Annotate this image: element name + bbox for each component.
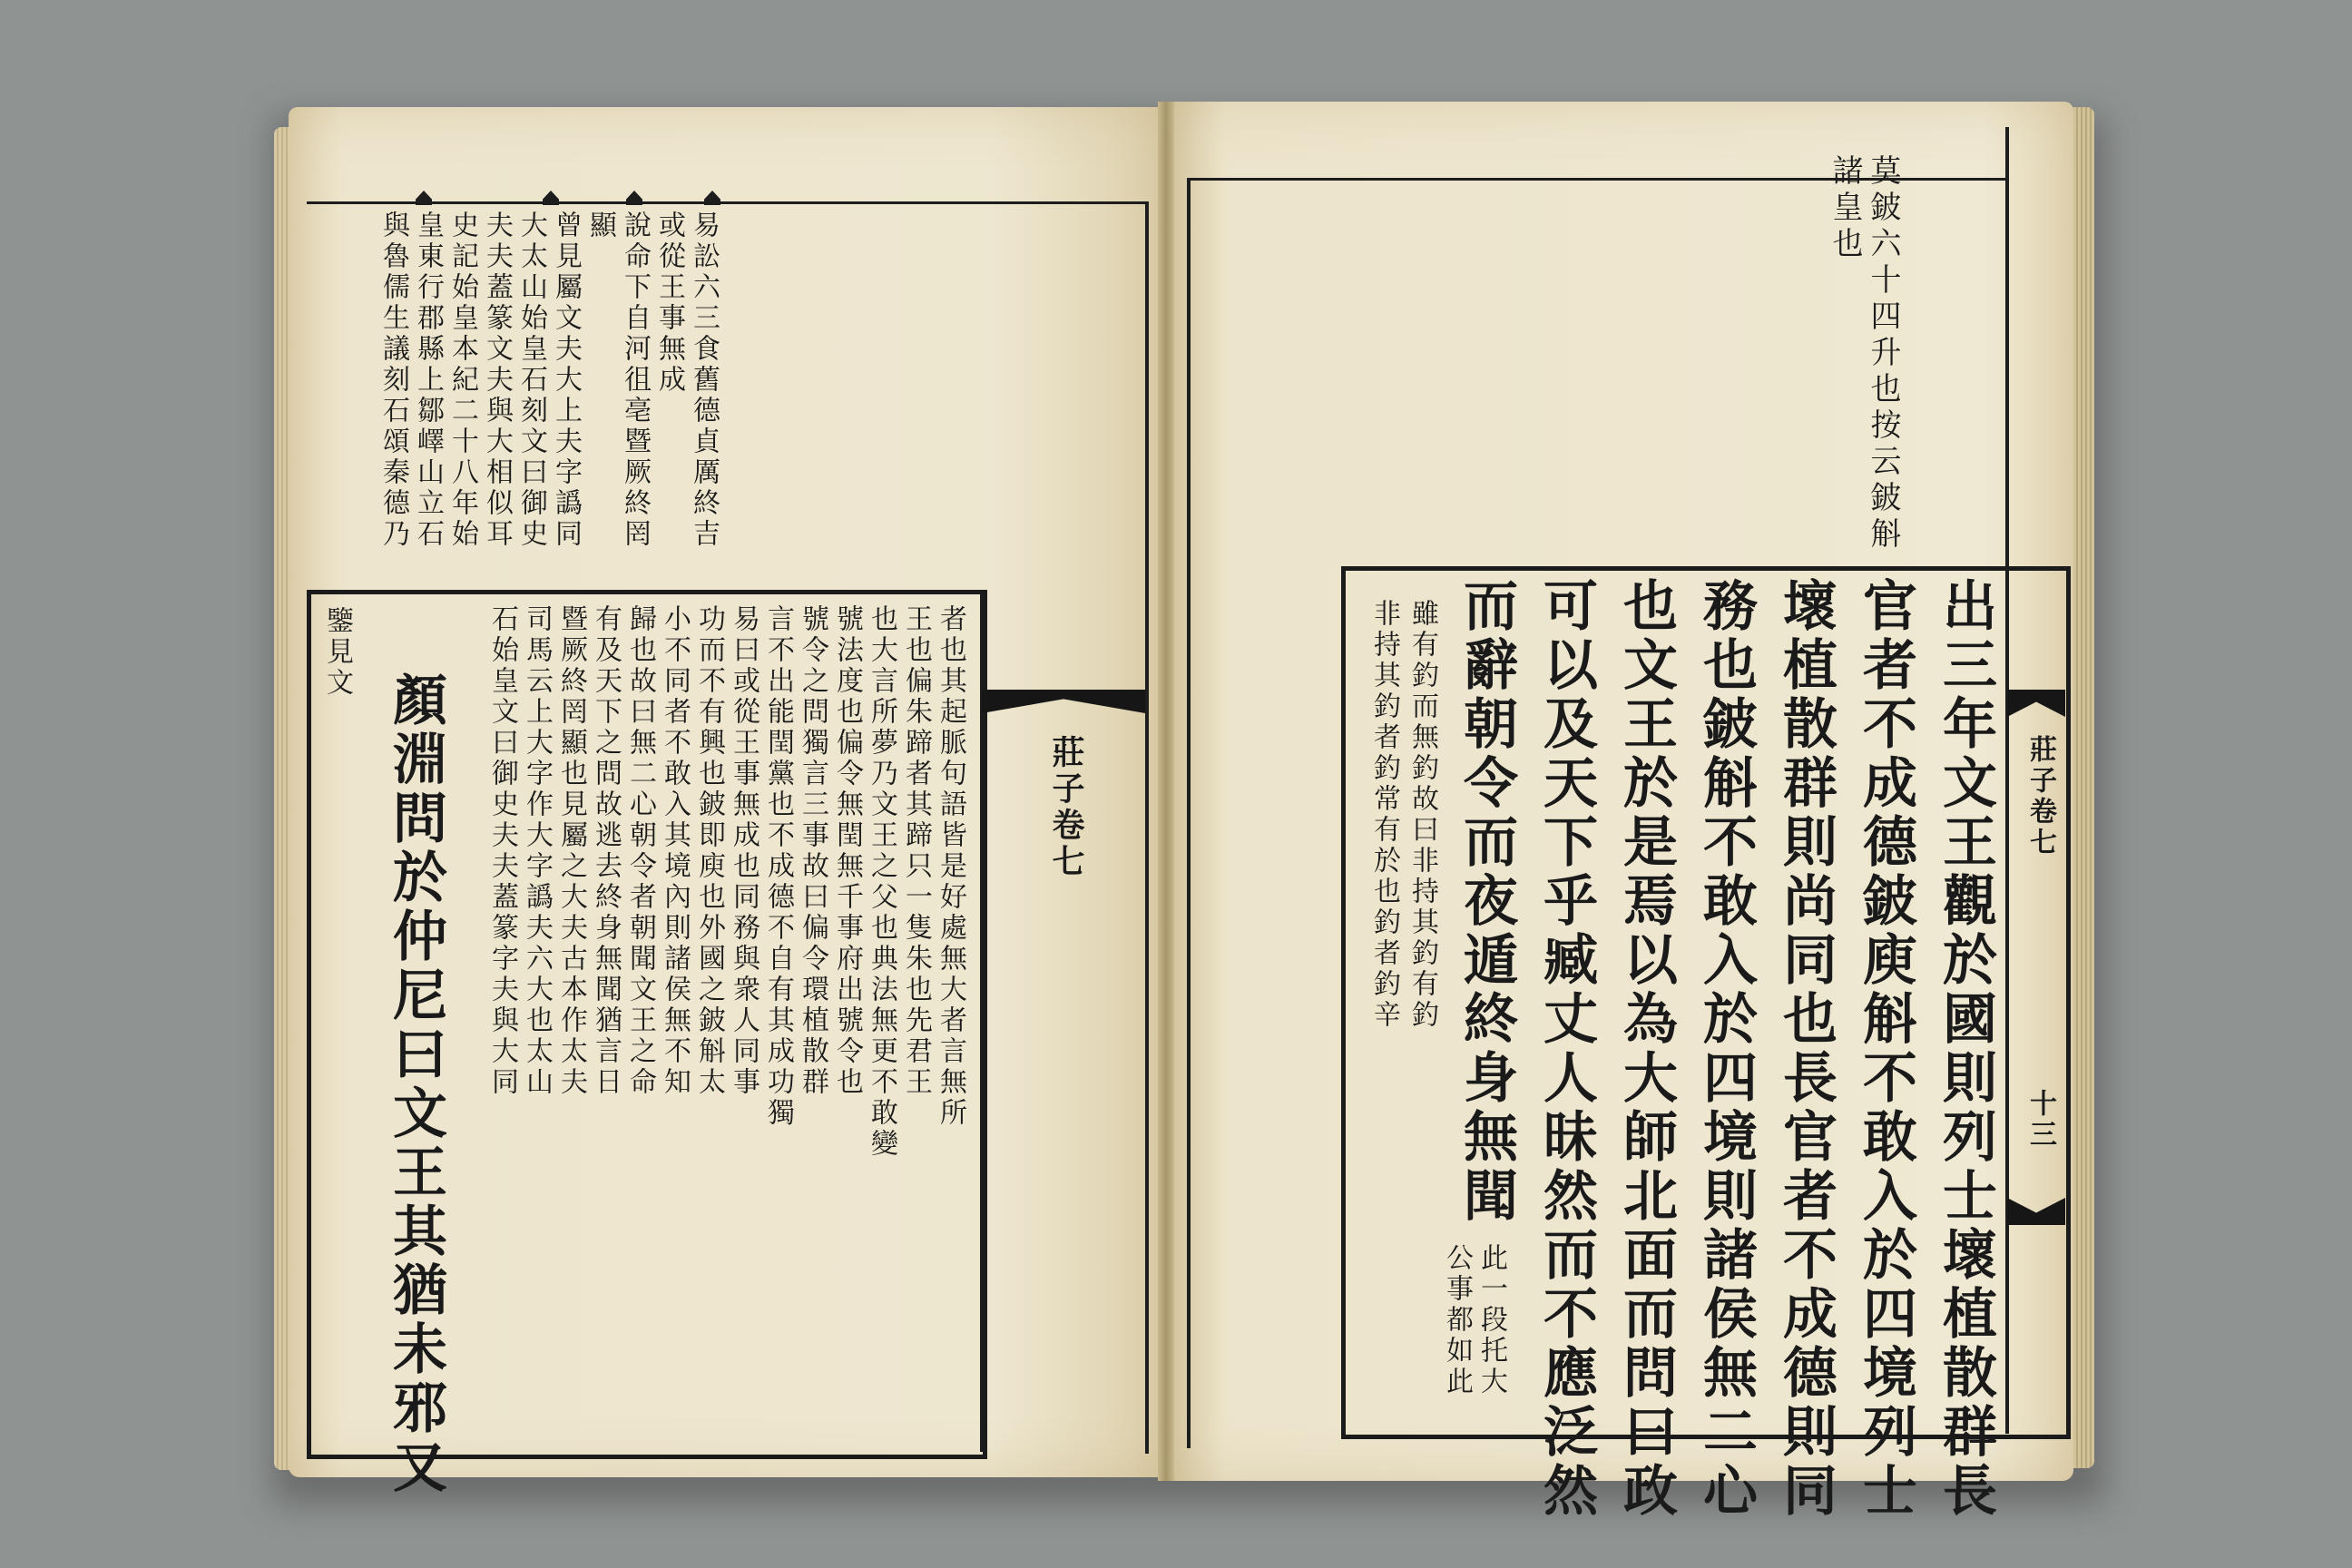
main-text-col: 出三年文王觀於國則列士壞植散群長 (1934, 577, 1997, 1521)
top-note-col: 莫鈹六十四升也按云鈹斛 (1865, 154, 1901, 554)
lower-note-col: 小不同者不敢入其境內則諸侯無不知 (659, 604, 691, 1098)
page-number: 十三 (2024, 1089, 2056, 1151)
main-text-col: 壞植散群則尚同也長官者不成德則同 (1774, 577, 1838, 1521)
upper-note-col: 皇東行郡縣上鄒嶧山立石 (412, 211, 444, 550)
lower-note-col: 鑒見文 (321, 606, 353, 699)
lower-note-col: 號令之問獨言三事故曰偏令環植散群 (797, 604, 828, 1098)
upper-note-col: 顯 (584, 211, 616, 241)
main-text-col: 顏淵問於仲尼曰文王其猶未邪又 (384, 671, 447, 1497)
upper-note-col: 說命下自河徂亳暨厥終罔 (619, 211, 651, 550)
end-note: 此一段托大 (1475, 1243, 1507, 1397)
upper-note-col: 曾見屬文夫大上夫字譌同 (550, 211, 582, 550)
upper-note-col: 史記始皇本紀二十八年始 (446, 211, 478, 550)
lower-note-col: 司馬云上大字作大字譌夫六大也太山 (521, 604, 553, 1098)
top-note-col: 諸皇也 (1827, 154, 1863, 263)
upper-note-col: 夫夫蓋篆文夫與大相似耳 (481, 211, 513, 550)
main-text-col: 務也鈹斛不敢入於四境則諸侯無二心 (1694, 577, 1758, 1521)
left-outer-rule (1145, 201, 1149, 1454)
lower-note-col: 歸也故曰無二心朝令者朝聞文王之命 (624, 604, 656, 1098)
upper-note-col: 或從王事無成 (653, 211, 685, 396)
upper-note-col: 與魯儒生議刻石頌秦德乃 (377, 211, 409, 550)
lower-note-col: 號法度也偏令無閏無千事府出號令也 (831, 604, 863, 1098)
lower-note-col: 者也其起脈句語皆是好處無大者言無所 (935, 604, 966, 1129)
lower-note-col: 易曰或從王事無成也同務與衆人同事 (728, 604, 760, 1098)
main-text-col: 而辭朝令而夜遁終身無聞 (1455, 577, 1518, 1226)
main-text-col: 也文王於是焉以為大師北面而問曰政 (1614, 577, 1678, 1521)
lower-note-col: 也大言所夢乃文王之父也典法無更不敢變 (866, 604, 897, 1160)
lower-note-col: 石始皇文曰御史夫夫蓋篆字夫與大同 (486, 604, 518, 1098)
upper-note-col: 易訟六三食舊德貞厲終吉 (688, 211, 720, 550)
main-text-col: 官者不成德鈹庾斛不敢入於四境列士 (1854, 577, 1917, 1521)
lower-note-col: 功而不有興也鈹即庾也外國之鈹斛太 (693, 604, 725, 1098)
lower-note-col: 暨厥終罔顯也見屬之大夫古本作太夫 (555, 604, 587, 1098)
commentary-col: 公事都如此 (1441, 1243, 1473, 1397)
gutter-label: 莊子卷七 (2024, 735, 2056, 858)
right-outer-rule (1187, 178, 1191, 1448)
right-edge-rule (2005, 127, 2009, 1434)
commentary-col: 非持其釣者釣常有於也釣者釣辛 (1368, 599, 1400, 1031)
lower-note-col: 有及天下之問故逃去終身無聞猶言日 (590, 604, 622, 1098)
left-center-rule (980, 590, 983, 1452)
upper-note-col: 大太山始皇石刻文曰御史 (515, 211, 547, 550)
lower-note-col: 言不出能閏黨也不成德不自有其成功獨 (762, 604, 794, 1129)
gutter-label: 莊子卷七 (1047, 735, 1085, 880)
main-text-col: 可以及天下乎臧丈人昧然而不應泛然 (1534, 577, 1598, 1521)
lower-note-col: 王也偏朱蹄者其蹄只一隻朱也先君王 (900, 604, 932, 1098)
commentary-col: 雖有釣而無釣故曰非持其釣有釣 (1406, 599, 1438, 1031)
book-spine (1158, 102, 1174, 1481)
